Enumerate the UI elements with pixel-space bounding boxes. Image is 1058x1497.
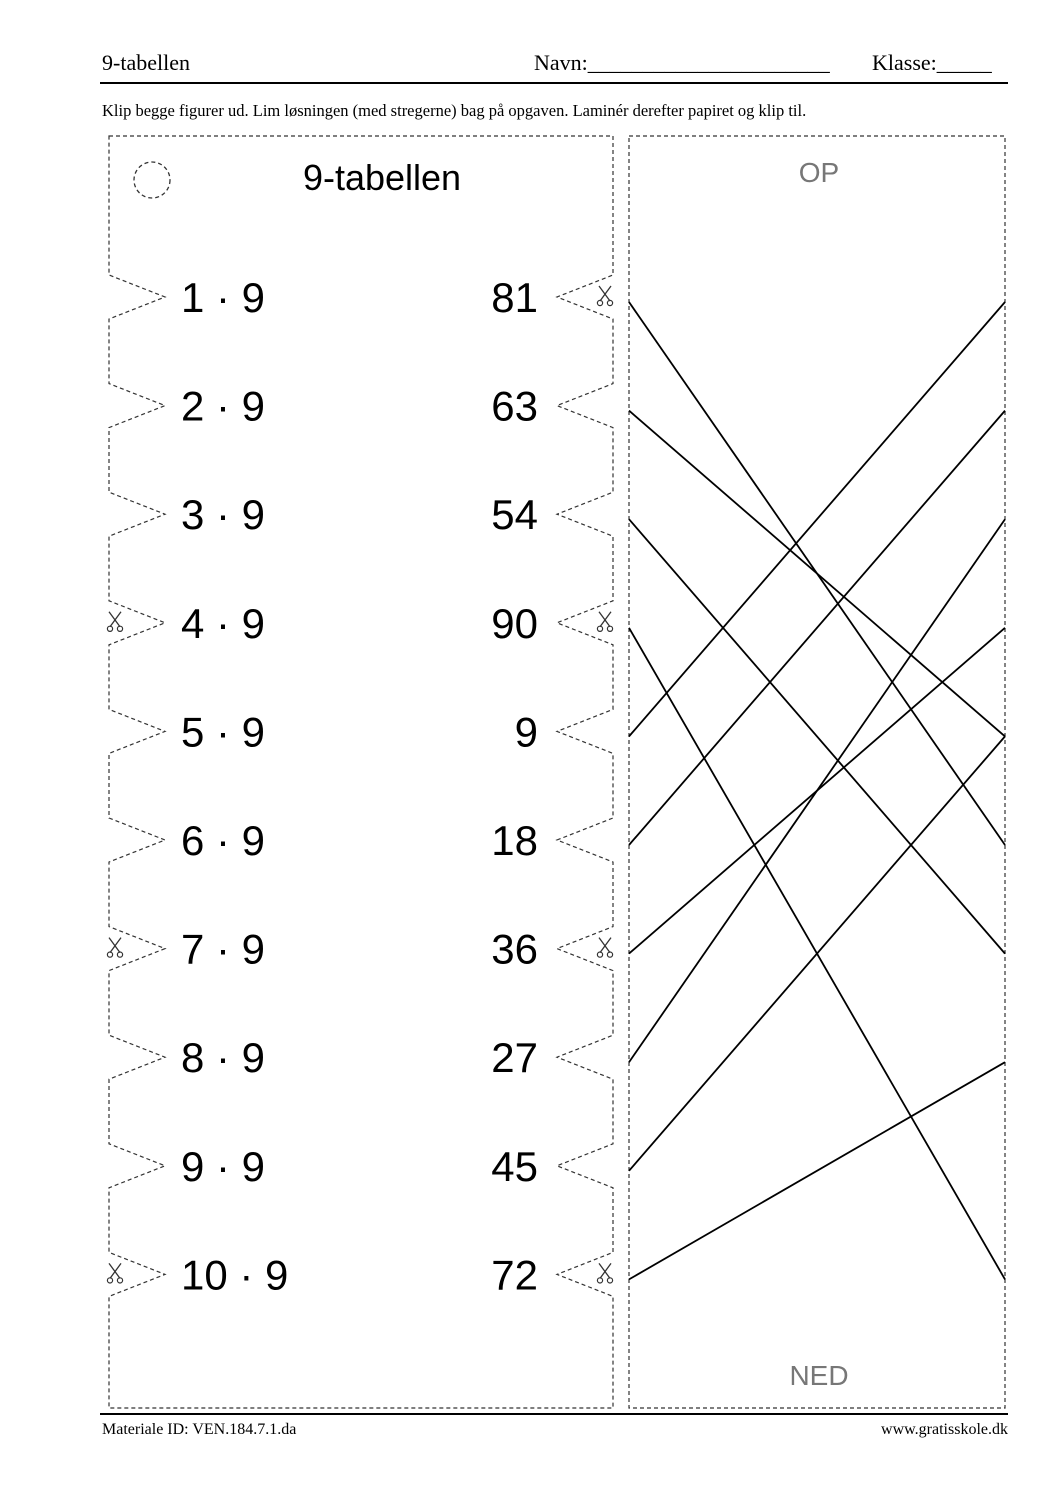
- header-title: 9-tabellen: [102, 50, 190, 75]
- answer-5: 9: [514, 708, 538, 756]
- scissors-icon: [107, 612, 122, 632]
- answer-1: 81: [491, 274, 538, 321]
- bottom-label: NED: [789, 1360, 849, 1391]
- problem-card-cut-outline: [109, 136, 613, 1408]
- answer-2: 63: [491, 382, 538, 430]
- solution-line-8: [629, 519, 1005, 1062]
- answer-10: 72: [491, 1251, 538, 1299]
- problem-5: 5 · 9: [181, 708, 266, 756]
- solution-card-cut-outline: [629, 136, 1005, 1408]
- footer-divider: [100, 1413, 1008, 1415]
- class-field-label[interactable]: Klasse:_____: [872, 50, 992, 75]
- solution-line-10: [629, 1062, 1005, 1279]
- problem-10: 10 · 9: [181, 1251, 289, 1299]
- scissors-icon: [107, 938, 122, 958]
- answer-7: 36: [491, 925, 538, 973]
- problem-6: 6 · 9: [181, 817, 266, 864]
- solution-line-6: [629, 411, 1005, 845]
- problem-1: 1 · 9: [181, 274, 266, 321]
- solution-line-3: [629, 519, 1005, 953]
- solution-line-5: [629, 302, 1005, 736]
- instructions: Klip begge figurer ud. Lim løsningen (med stregerne) bag på opgaven. Laminér derefter papiret og klip til.: [102, 101, 807, 120]
- name-field-label[interactable]: Navn:______________________: [534, 50, 830, 75]
- scissors-icon: [597, 938, 612, 958]
- scissors-icon: [597, 286, 612, 306]
- answer-3: 54: [491, 491, 538, 539]
- problem-card: [107, 136, 613, 1408]
- answer-8: 27: [491, 1034, 538, 1082]
- problem-2: 2 · 9: [181, 382, 266, 430]
- solution-card: [629, 136, 1005, 1408]
- solution-line-9: [629, 736, 1005, 1170]
- scissors-icon: [597, 612, 612, 632]
- problem-8: 8 · 9: [181, 1034, 266, 1082]
- card-title: 9-tabellen: [302, 157, 462, 198]
- answer-9: 45: [491, 1142, 538, 1190]
- scissors-icon: [597, 1263, 612, 1283]
- scissors-icon: [107, 1263, 122, 1283]
- solution-line-2: [629, 411, 1005, 737]
- problem-3: 3 · 9: [181, 491, 266, 539]
- answer-6: 18: [491, 817, 538, 864]
- problem-7: 7 · 9: [181, 925, 266, 973]
- material-id: Materiale ID: VEN.184.7.1.da: [102, 1421, 297, 1438]
- problem-9: 9 · 9: [181, 1142, 266, 1190]
- punch-hole-icon: [134, 162, 170, 198]
- top-label: OP: [798, 157, 840, 188]
- problem-4: 4 · 9: [181, 599, 266, 647]
- website-link[interactable]: www.gratisskole.dk: [881, 1421, 1008, 1438]
- answer-4: 90: [491, 599, 538, 647]
